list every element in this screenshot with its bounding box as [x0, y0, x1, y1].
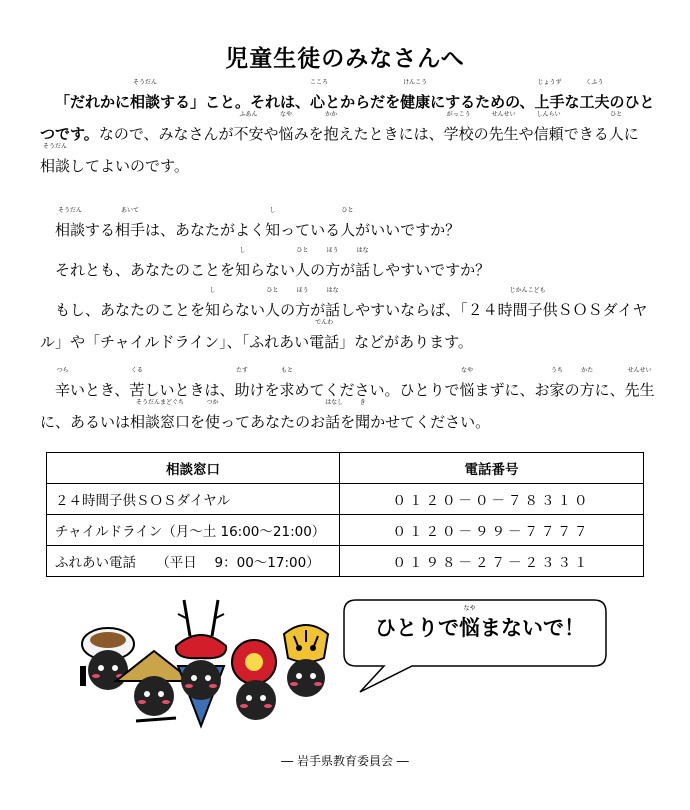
table-row — [47, 484, 644, 515]
mascot-red-flower — [232, 640, 276, 720]
ruby-word: 先生 せんせい — [624, 367, 655, 399]
ruby-word: 心 こころ — [310, 79, 329, 111]
table-row — [47, 546, 644, 577]
ruby-word: 聞 き — [355, 399, 371, 431]
ruby-word: 話 はな — [325, 287, 341, 319]
bubble-message: ひとりで悩 なや まないで！ — [375, 605, 585, 640]
ruby-word: 人 ひと — [608, 111, 624, 143]
ruby-word: 抱 かか — [323, 111, 339, 143]
paragraph-question-1: 相談 そうだん する相手 あいて は、あなたがよく知 し っている人 ひと がいいですか？ — [40, 214, 656, 246]
contact-table — [46, 452, 644, 577]
ruby-word: 工夫 くふう — [579, 79, 610, 111]
ruby-word: 話 はな — [355, 247, 371, 279]
ruby-word: 相談窓口 そうだんまどぐち — [130, 399, 191, 431]
ruby-word: 人 ひと — [340, 207, 356, 239]
paragraph-services: もし、あなたのことを知 し らない人 ひと の方 ほう が話 はな しやすいならば、「２４時間子供 じかんこども ＳＯＳダイヤル」や「チャイルドライン」、「ふれあい電話 でんわ 」などがあります。 — [40, 294, 656, 358]
ruby-word: 悩 なや — [459, 367, 475, 399]
header-phone-number: 電話番号 — [340, 453, 644, 484]
service-name: チャイルドライン（月～土 16:00～21:00） — [47, 515, 340, 546]
ruby-word: 電話 でんわ — [309, 319, 340, 351]
ruby-word: 先生 せんせい — [488, 111, 519, 143]
phone-number: ０１２０－９９－７７７７ — [340, 515, 644, 546]
cheek — [92, 674, 100, 678]
phone-number: ０１９８－２７－２３３１ — [340, 546, 644, 577]
ruby-word: 求 もと — [279, 367, 295, 399]
header-consult-window: 相談窓口 — [47, 453, 340, 484]
ruby-word: 方 かた — [579, 367, 595, 399]
paragraph-encourage: 辛 つら いとき、苦 くる しいときは、助 たす けを求 もと めてください。ひとりで悩 なや まずに、お家 うち の方 かた に、先生 せんせい に、あるいは相談窓口 そうだんまどぐち を使 つか ってあなたのお話 はなし を聞 き かせてください。 — [40, 374, 656, 438]
ruby-word: 方 ほう — [325, 247, 341, 279]
ruby-word: 相談 そうだん — [40, 143, 71, 175]
ruby-word: 人 ひと — [295, 247, 311, 279]
ruby-word: 学校 がっこう — [443, 111, 474, 143]
ruby-word: 知 し — [205, 287, 221, 319]
ruby-word: 助 たす — [234, 367, 250, 399]
ruby-word: 相談 そうだん — [55, 207, 86, 239]
intro-lead: 「だれかに相談 そうだん する」こと。それは、心 こころ とからだを健康 けんこう にするための、上手 じょうず な工夫 くふう のひとつです。 — [40, 79, 655, 143]
mascot-tiger — [284, 625, 328, 697]
ruby-word: 信頼 しんらい — [533, 111, 564, 143]
ruby-word: 知 し — [265, 207, 281, 239]
ruby-word: 辛 つら — [55, 367, 71, 399]
paragraph-question-2: それとも、あなたのことを知 し らない人 ひと の方 ほう が話 はな しやすいですか？ — [40, 254, 656, 286]
mascot-straw-hat — [116, 651, 192, 721]
ruby-word: 方 ほう — [295, 287, 311, 319]
service-name: ふれあい電話 （平日 9：00～17:00） — [47, 546, 340, 577]
service-name: ２４時間子供ＳＯＳダイヤル — [47, 484, 340, 515]
ruby-word: 悩 なや — [459, 605, 480, 640]
table-header-row — [47, 453, 644, 484]
page-title: 児童生徒のみなさんへ — [225, 46, 465, 72]
ruby-word: 知 し — [235, 247, 251, 279]
mascot-deer-dancer — [176, 600, 226, 726]
ruby-word: 悩 なや — [278, 111, 294, 143]
ruby-word: 不安 ふあん — [233, 111, 264, 143]
paragraph-intro: 「だれかに相談 そうだん する」こと。それは、心 こころ とからだを健康 けんこう にするための、上手 じょうず な工夫 くふう のひとつです。なので、みなさんが不安 ふあん や悩 なや みを抱 かか えたときには、学校 がっこう の先生 せんせい や信頼 しんらい できる人 ひと に相談 そうだん してよいのです。 — [40, 86, 656, 182]
phone-number: ０１２０－０－７８３１０ — [340, 484, 644, 515]
ruby-word: 苦 くる — [129, 367, 145, 399]
ruby-word: 相手 あいて — [115, 207, 146, 239]
issuer-footer: ― 岩手県教育委員会 ― — [281, 754, 409, 768]
ruby-word: 健康 けんこう — [400, 79, 431, 111]
ruby-word: 相談 そうだん — [130, 79, 161, 111]
ruby-word: 使 つか — [205, 399, 221, 431]
mascot-illustration — [66, 596, 346, 736]
ruby-word: 上手 じょうず — [534, 79, 565, 111]
ruby-word: 話 はなし — [325, 399, 344, 431]
ruby-word: 時間子供 じかんこども — [497, 287, 558, 319]
table-row — [47, 515, 644, 546]
ruby-word: 人 ひと — [265, 287, 281, 319]
ruby-word: 家 うち — [549, 367, 565, 399]
